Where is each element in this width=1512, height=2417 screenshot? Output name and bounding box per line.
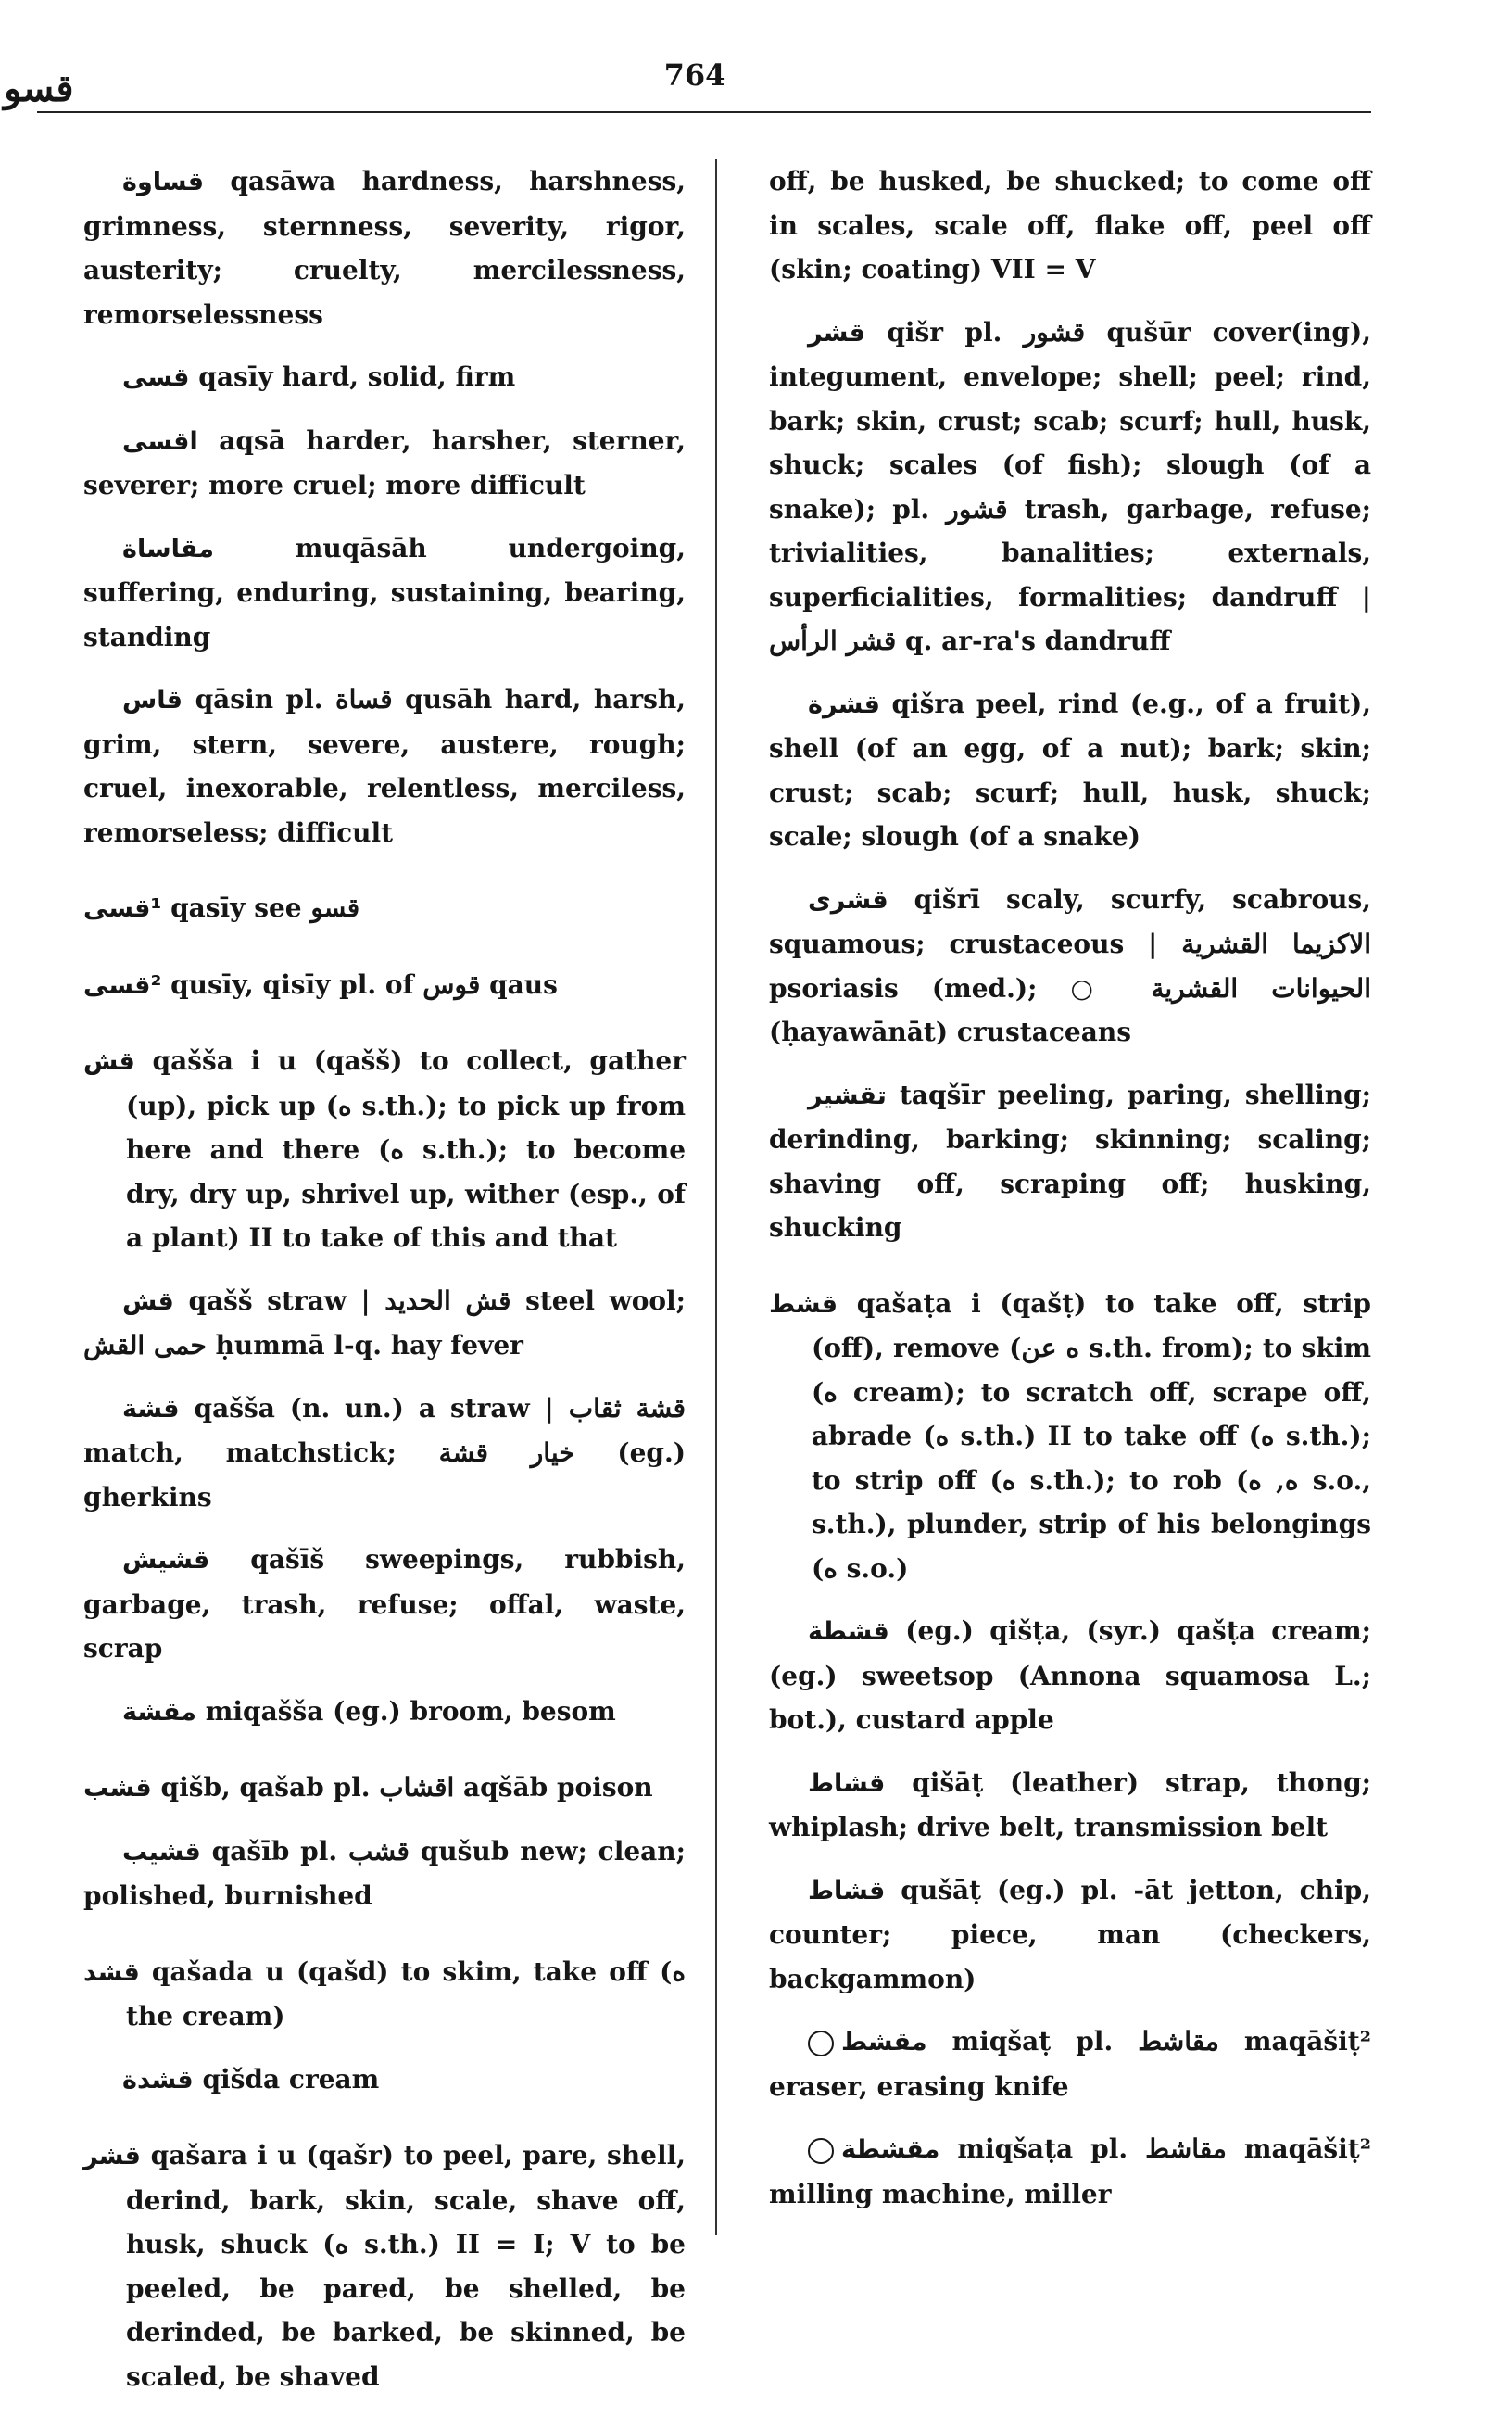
arabic-headword: قشطة [808,1617,889,1646]
arabic-headword: قشرة [808,690,880,719]
definition-text: miqšaṭ pl. مقاشط maqāšiṭ² eraser, erasing knife [769,2026,1372,2102]
sub-entry [83,419,686,508]
sub-entry [769,1609,1371,1742]
sub-entry [83,1386,686,1520]
definition-text: qašīb pl. قشب qušub new; clean; polished, burnished [83,1835,686,1911]
sub-entry [83,159,686,336]
sub-entry [83,1538,686,1671]
arabic-headword: قشاط [808,1876,886,1905]
sub-entry [83,526,686,660]
arabic-headword: قشاط [808,1768,886,1798]
sub-entry [83,677,686,854]
sub-entry [769,682,1371,859]
sub-entry [769,878,1371,1055]
sub-entry [769,1868,1371,2002]
arabic-headword: قش [83,1047,135,1076]
entry-continuation [769,159,1371,292]
definition-text: qasāwa hardness, harshness, grimness, sternness, severity, rigor, austerity; cruelty, mercilessness, remorselessness [83,166,687,330]
definition-text: qišda cream [202,2063,380,2094]
arabic-headword: قشيش [122,1546,210,1575]
left-column [83,159,686,2417]
definition-text: qašada u (qašd) to skim, take off (ه the cream) [126,1955,687,2031]
sub-entry [769,1761,1371,1850]
sub-entry [83,2057,686,2103]
arabic-headword: مقشة [122,1697,196,1727]
sub-entry [83,1689,686,1735]
definition-text: qišāṭ (leather) strap, thong; whiplash; drive belt, transmission belt [769,1766,1371,1842]
arabic-headword: قشيب [122,1837,201,1867]
root-entry [83,2133,686,2398]
arabic-headword: قشب [83,1774,152,1803]
definition-text: qišr pl. قشور qušūr cover(ing), integument, envelope; shell; peel; rind, bark; skin, crust; scab; scurf; hull, husk, shuck; scales (of fish); slough (of a snake); pl. قشور trash, garbage, refuse; trivialities, banalities; externals, superficialities, formalities; dandruff | قشر الرأس q. ar-ra's dandruff [769,316,1371,656]
root-entry [83,1039,686,1260]
sub-entry [83,355,686,400]
sub-entry [83,1279,686,1368]
guide-word: قسو [4,67,74,110]
arabic-headword: ²قسى [83,970,162,1000]
arabic-headword: مقشط [841,2028,927,2056]
definition-text: qašaṭa i (qašṭ) to take off, strip (off), remove (ه عن s.th. from); to skim (ه cream); to scratch off, scrape off, abrade (ه s.th.) II to take off (ه s.th.); to strip off (ه s.th.); to rob (ه, ه s.o., s.th.), plunder, strip of his belongings (ه s.o.) [812,1287,1371,1584]
arabic-headword: مقشطة [841,2135,940,2164]
definition-text: qašš straw | قش الحديد steel wool; حمى القش ḥummā l-q. hay fever [83,1284,687,1360]
column-divider [715,159,717,2235]
definition-text: qasīy see قسو [170,892,360,923]
definition-text: off, be husked, be shucked; to come off in scales, scale off, flake off, peel off (skin; coating) VII = V [769,166,1371,285]
page-number: 764 [663,57,726,93]
definition-text: qušāṭ (eg.) pl. -āt jetton, chip, counter; piece, man (checkers, backgammon) [769,1874,1371,1994]
definition-text: qašša i u (qašš) to collect, gather (up), pick up (ه s.th.); to pick up from here and there (ه s.th.); to become dry, dry up, shrivel up, wither (esp., of a plant) II to take of this and that [126,1045,687,1253]
root-entry [83,886,686,931]
definition-text: taqšīr peeling, paring, shelling; derinding, barking; skinning; scaling; shaving off, scraping off; husking, shucking [769,1079,1371,1243]
arabic-headword: قشط [769,1289,838,1319]
arabic-headword: قشرى [808,885,888,915]
header-rule [37,111,1371,113]
arabic-headword: قش [122,1286,174,1316]
arabic-headword: مقاساة [122,534,214,563]
root-entry [769,1282,1371,1591]
sub-entry [83,1829,686,1918]
arabic-headword: قشر [83,2142,141,2170]
arabic-headword: قشة [122,1394,180,1424]
arabic-headword: قشد [83,1957,140,1987]
definition-text: qišrī scaly, scurfy, scabrous, squamous; crustaceous | الاكزيما القشرية psoriasis (med.); ○ الحيوانات القشرية (ḥayawānāt) crustaceans [769,883,1371,1047]
arabic-headword: قاس [122,686,183,715]
definition-text: qišra peel, rind (e.g., of a fruit), shell (of an egg, of a nut); bark; skin; crust; scab; scurf; hull, husk, shuck; scale; slough (of a snake) [769,688,1372,852]
definition-text: qasīy hard, solid, firm [198,361,516,392]
arabic-headword: قشر [808,318,865,348]
definition-text: aqsā harder, harsher, sterner, severer; more cruel; more difficult [83,424,686,500]
sub-entry [769,1073,1371,1250]
root-entry [83,963,686,1008]
arabic-headword: تقشير [808,1081,887,1110]
sub-entry [769,2019,1371,2108]
definition-text: miqšaṭa pl. مقاشط maqāšiṭ² milling machine, miller [769,2133,1371,2209]
arabic-headword: قسى [122,363,190,392]
definition-text: qišb, qašab pl. اقشاب aqšāb poison [160,1772,653,1803]
definition-text: miqašša (eg.) broom, besom [205,1695,616,1727]
definition-text: qašša (n. un.) a straw | قشة ثقاب match, matchstick; خيار قشة (eg.) gherkins [83,1392,686,1512]
circle-icon [808,2138,834,2164]
sub-entry [769,2127,1371,2216]
definition-text: muqāsāh undergoing, suffering, enduring, sustaining, bearing, standing [83,532,687,652]
root-entry [83,1765,686,1811]
root-entry [83,1950,686,2039]
arabic-headword: قشدة [122,2065,194,2094]
sub-entry [769,310,1371,664]
arabic-headword: قساوة [122,168,205,196]
definition-text: qāsin pl. قساة qusāh hard, harsh, grim, stern, severe, austere, rough; cruel, inexorable, relentless, merciless, remorseless; difficult [83,684,686,848]
right-column [769,159,1371,2234]
definition-text: qusīy, qisīy pl. of قوس qaus [170,968,558,1000]
definition-text: qašara i u (qašr) to peel, pare, shell, derind, bark, skin, scale, shave off, husk, shuck (ه s.th.) II = I; V to be peeled, be pared, be shelled, be derinded, be barked, be skinned, be scaled, be shaved [126,2140,686,2392]
arabic-headword: اقسى [122,426,198,456]
definition-text: (eg.) qišṭa, (syr.) qašṭa cream; (eg.) sweetsop (Annona squamosa L.; bot.), custard apple [769,1615,1372,1735]
definition-text: qašīš sweepings, rubbish, garbage, trash, refuse; offal, waste, scrap [83,1544,687,1664]
arabic-headword: ¹قسى [83,894,162,923]
circle-icon [808,2031,834,2056]
